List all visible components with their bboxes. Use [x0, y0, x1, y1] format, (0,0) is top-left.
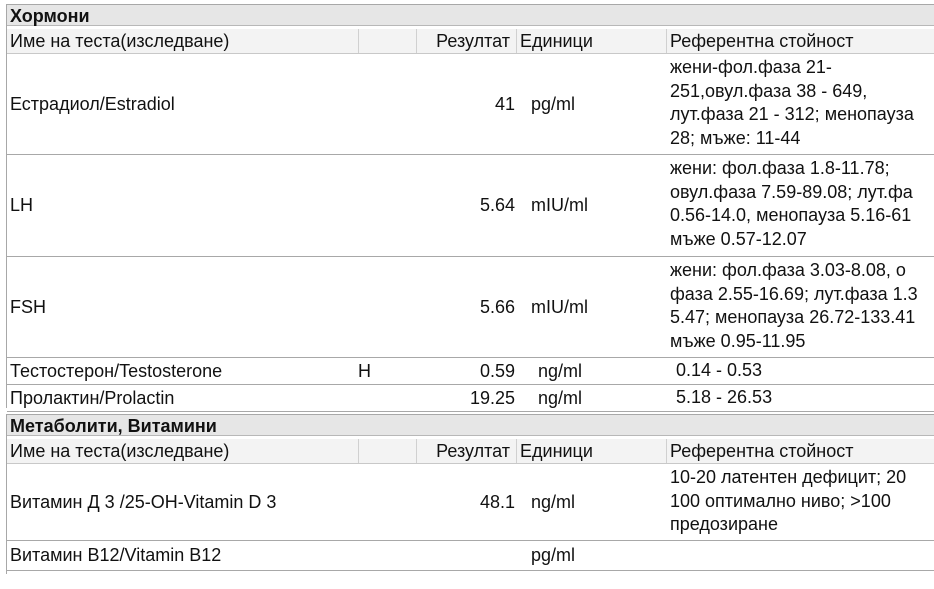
column-header-flag — [359, 29, 417, 53]
result-value: 0.59 — [479, 360, 515, 381]
column-header-flag — [359, 439, 417, 463]
section-title: Метаболити, Витамини — [7, 414, 934, 436]
reference-line: 251,овул.фаза 38 - 649, — [670, 80, 868, 101]
test-name: Витамин Д 3 /25-OH-Vitamin D 3 — [10, 491, 277, 512]
reference-line: жени: фол.фаза 3.03-8.08, о — [670, 260, 906, 280]
reference-line: 28; мъже: 11-44 — [670, 127, 801, 148]
reference-line: фаза 2.55-16.69; лут.фаза 1.3 — [670, 283, 918, 304]
reference-line: предозиране — [670, 514, 778, 534]
table-row — [7, 385, 934, 412]
table-header — [7, 29, 934, 54]
table-header — [7, 439, 934, 464]
result-value: 5.64 — [479, 195, 515, 215]
test-name: FSH — [10, 296, 46, 317]
column-header-reference: Референтна стойност — [670, 31, 854, 51]
test-name: Витамин B12/Vitamin B12 — [10, 545, 222, 565]
reference-range: 0.14 - 0.53 — [676, 360, 763, 381]
reference-line: 100 оптимално ниво; >100 — [670, 490, 891, 511]
test-name: Пролактин/Prolactin — [10, 387, 175, 408]
result-units: ng/ml — [538, 387, 583, 408]
table-row — [7, 54, 934, 155]
table-row — [7, 358, 934, 385]
test-name: LH — [10, 195, 34, 215]
metabolites-vitamins-section — [6, 414, 934, 574]
reference-line: жени: фол.фаза 1.8-11.78; — [670, 158, 890, 178]
reference-line: 0.56-14.0, менопауза 5.16-61 — [670, 205, 912, 225]
result-units: ng/ml — [531, 491, 576, 512]
reference-line: 5.47; менопауза 26.72-133.41 — [670, 307, 916, 327]
column-header-units: Единици — [517, 29, 667, 53]
column-header-result: Резултат — [417, 29, 517, 53]
column-header-result: Резултат — [417, 439, 517, 463]
column-header-name: Име на теста(изследване) — [10, 29, 359, 53]
result-value: 5.66 — [479, 296, 515, 317]
result-flag: H — [358, 360, 371, 381]
table-row — [7, 541, 934, 571]
table-row — [7, 257, 934, 358]
result-units: mIU/ml — [531, 296, 588, 317]
column-header-units: Единици — [517, 439, 667, 463]
reference-range — [670, 464, 934, 540]
reference-line: мъже 0.95-11.95 — [670, 330, 806, 351]
table-row — [7, 155, 934, 257]
result-units: pg/ml — [531, 545, 576, 565]
table-row — [7, 464, 934, 541]
reference-line: жени-фол.фаза 21- — [670, 57, 832, 77]
reference-range: 5.18 - 26.53 — [676, 387, 773, 408]
reference-range — [670, 155, 934, 256]
test-name: Естрадиол/Estradiol — [10, 93, 175, 114]
reference-range — [670, 257, 934, 357]
reference-range — [670, 541, 934, 570]
reference-line: овул.фаза 7.59-89.08; лут.фа — [670, 181, 913, 202]
hormones-section — [6, 4, 934, 408]
result-units: mIU/ml — [531, 195, 588, 215]
reference-line: мъже 0.57-12.07 — [670, 228, 807, 249]
result-value: 41 — [494, 93, 515, 114]
reference-line: 10-20 латентен дефицит; 20 — [670, 467, 907, 487]
reference-range — [670, 54, 934, 154]
result-units: pg/ml — [531, 93, 576, 114]
result-value: 48.1 — [479, 491, 515, 512]
section-title: Хормони — [7, 4, 934, 26]
test-name: Тестостерон/Testosterone — [10, 360, 223, 381]
result-value: 19.25 — [469, 387, 515, 408]
reference-line: лут.фаза 21 - 312; менопауза — [670, 104, 914, 124]
result-value — [387, 541, 515, 570]
column-header-reference: Референтна стойност — [670, 441, 854, 461]
result-units: ng/ml — [538, 360, 583, 381]
column-header-name: Име на теста(изследване) — [10, 439, 359, 463]
